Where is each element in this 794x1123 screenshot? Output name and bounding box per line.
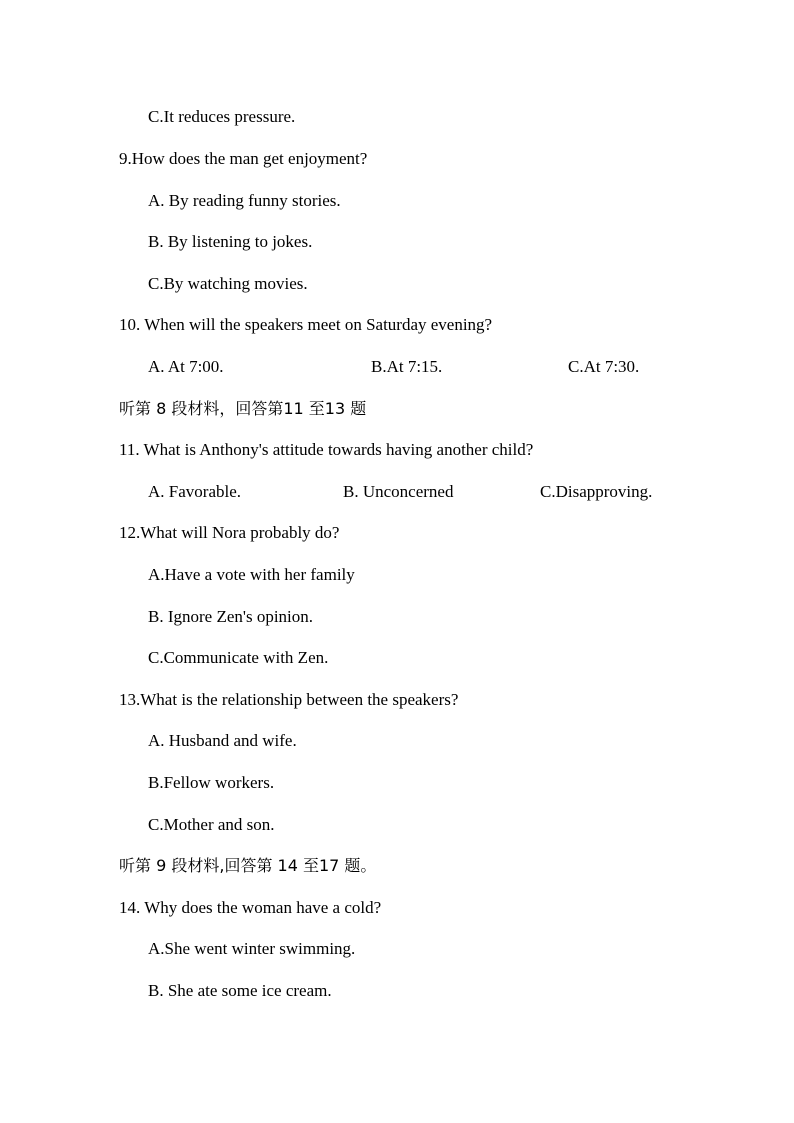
q12-question: 12.What will Nora probably do? [119, 523, 340, 542]
q11-options-row [148, 482, 708, 502]
q11-option-b: B. Unconcerned [343, 482, 454, 501]
q12-option-a: A.Have a vote with her family [148, 565, 355, 584]
q14-option-b: B. She ate some ice cream. [148, 981, 332, 1000]
q9-option-c: C.By watching movies. [148, 274, 308, 293]
q13-option-c: C.Mother and son. [148, 815, 275, 834]
section-8-heading: 听第 8 段材料，回答第11 至13 题 [119, 399, 367, 418]
q11-option-c: C.Disapproving. [540, 482, 653, 501]
section-9-heading: 听第 9 段材料,回答第 14 至17 题。 [119, 856, 377, 875]
q11-option-a: A. Favorable. [148, 482, 242, 501]
q14-option-a: A.She went winter swimming. [148, 939, 356, 958]
q12-option-c: C.Communicate with Zen. [148, 648, 329, 667]
q10-option-a: A. At 7:00. [148, 357, 224, 376]
q9-option-a: A. By reading funny stories. [148, 191, 341, 210]
q10-option-b: B.At 7:15. [371, 357, 443, 376]
q10-option-c: C.At 7:30. [568, 357, 640, 376]
q8-option-c: C.It reduces pressure. [148, 107, 296, 126]
q13-option-a: A. Husband and wife. [148, 731, 297, 750]
q13-option-b: B.Fellow workers. [148, 773, 275, 792]
q10-question: 10. When will the speakers meet on Saturday evening? [119, 315, 493, 334]
q13-question: 13.What is the relationship between the speakers? [119, 690, 459, 709]
q12-option-b: B. Ignore Zen's opinion. [148, 607, 314, 626]
q10-options-row [148, 357, 708, 377]
q9-option-b: B. By listening to jokes. [148, 232, 313, 251]
q14-question: 14. Why does the woman have a cold? [119, 898, 382, 917]
q9-question: 9.How does the man get enjoyment? [119, 149, 368, 168]
q11-question: 11. What is Anthony's attitude towards having another child? [119, 440, 534, 459]
